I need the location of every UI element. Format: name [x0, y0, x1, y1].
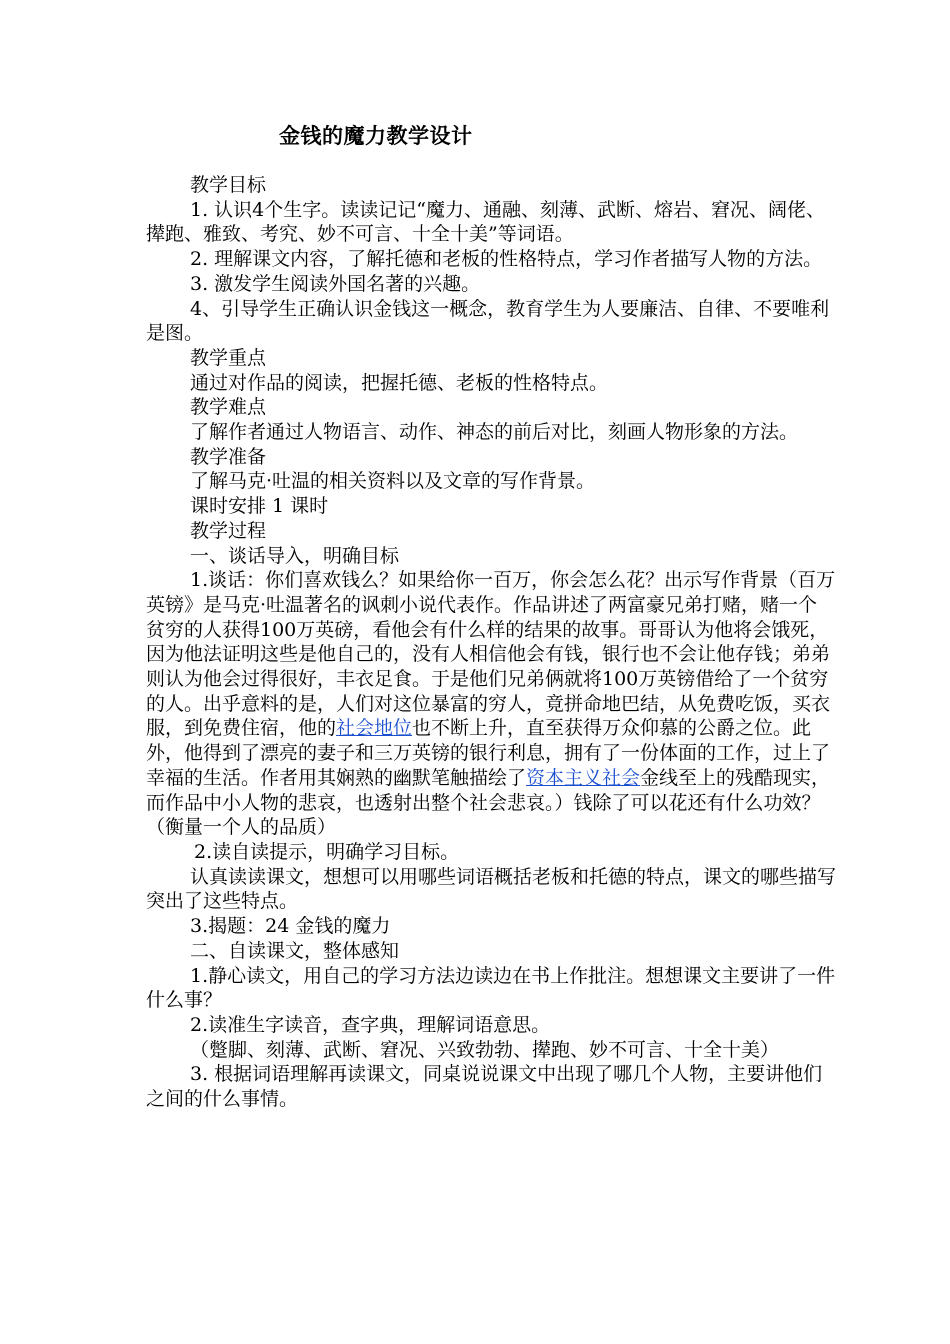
keypoint-heading: 教学重点: [190, 346, 267, 369]
document-body: [146, 173, 836, 1112]
goal-item: 3. 激发学生阅读外国名著的兴趣。: [190, 272, 481, 295]
schedule-text: 课时安排 1 课时: [190, 495, 329, 518]
section-paragraph: 1.静心读文，用自己的学习方法边读边在书上作批注。想想课文主要讲了一件什么事？: [146, 964, 836, 1012]
process-heading: 教学过程: [190, 519, 267, 542]
section-paragraph: 2.读准生字读音，查字典，理解词语意思。: [190, 1013, 551, 1036]
section-paragraph: 3. 根据词语理解再读课文，同桌说说课文中出现了哪几个人物，主要讲他们之间的什么事情。: [146, 1063, 823, 1111]
paragraph-text: 也不断上升，直至获得万众仰慕的公爵之位。此外，他得到了漂亮的妻子和三万英镑的银行利息，拥有了一份体面的工作，过上了幸福的生活。作者用其娴熟的幽默笔触描绘了: [146, 717, 831, 789]
paragraph-text: 金线至上的残酷现实，而作品中小人物的悲哀，也透射出整个社会悲哀。）钱除了可以花还有什么功效？（衡量一个人的品质）: [146, 766, 831, 839]
section-paragraph: 3.揭题：24 金钱的魔力: [190, 915, 391, 938]
difficulty-heading: 教学难点: [190, 396, 267, 419]
section-paragraph: [146, 568, 836, 840]
prep-text: 了解马克·吐温的相关资料以及文章的写作背景。: [190, 470, 596, 493]
prep-heading: 教学准备: [190, 445, 267, 468]
section-heading: 一、谈话导入，明确目标: [190, 544, 400, 567]
paragraph-text: 1.谈话：你们喜欢钱么？如果给你一百万，你会怎么花？出示写作背景（百万英镑》是马克·吐温著名的讽刺小说代表作。作品讲述了两富豪兄弟打赌，赌一个贫穷的人获得100万英磅，看他会有什么样的结果的故事。哥哥认为他将会饿死，因为他法证明这些是他自己的，没有人相信他会有钱，银行也不会让他存钱；弟弟则认为他会过得很好，丰衣足食。于是他们兄弟俩就将100万英镑借给了一个贫穷的人。出乎意料的是，人们对这位暴富的穷人，竟拼命地巴结，从免费吃饭，买衣服，到免费住宿，他的: [146, 569, 836, 740]
section-paragraph: 2.读自读提示，明确学习目标。: [194, 840, 460, 863]
document-title: 金钱的魔力教学设计: [279, 123, 473, 148]
section-paragraph: 认真读读课文，想想可以用哪些词语概括老板和托德的特点，课文的哪些描写突出了这些特点。: [146, 865, 837, 913]
capitalist-society-link[interactable]: 资本主义社会: [526, 766, 641, 789]
section-heading: 二、自读课文，整体感知: [190, 939, 400, 962]
social-status-link[interactable]: 社会地位: [336, 717, 413, 740]
goal-item: 1. 认识4个生字。读读记记“魔力、通融、刻薄、武断、熔岩、窘况、阔佬、撵跑、雅致、考究、妙不可言、十全十美”等词语。: [146, 198, 825, 246]
goal-item: 4、引导学生正确认识金钱这一概念，教育学生为人要廉洁、自律、不要唯利是图。: [146, 297, 830, 345]
goals-heading: 教学目标: [190, 174, 267, 196]
difficulty-text: 了解作者通过人物语言、动作、神态的前后对比，刻画人物形象的方法。: [190, 421, 799, 444]
section-paragraph: （蹩脚、刻薄、武断、窘况、兴致勃勃、撵跑、妙不可言、十全十美）: [190, 1038, 780, 1061]
keypoint-text: 通过对作品的阅读，把握托德、老板的性格特点。: [190, 371, 609, 394]
goal-item: 2. 理解课文内容，了解托德和老板的性格特点，学习作者描写人物的方法。: [190, 248, 823, 271]
